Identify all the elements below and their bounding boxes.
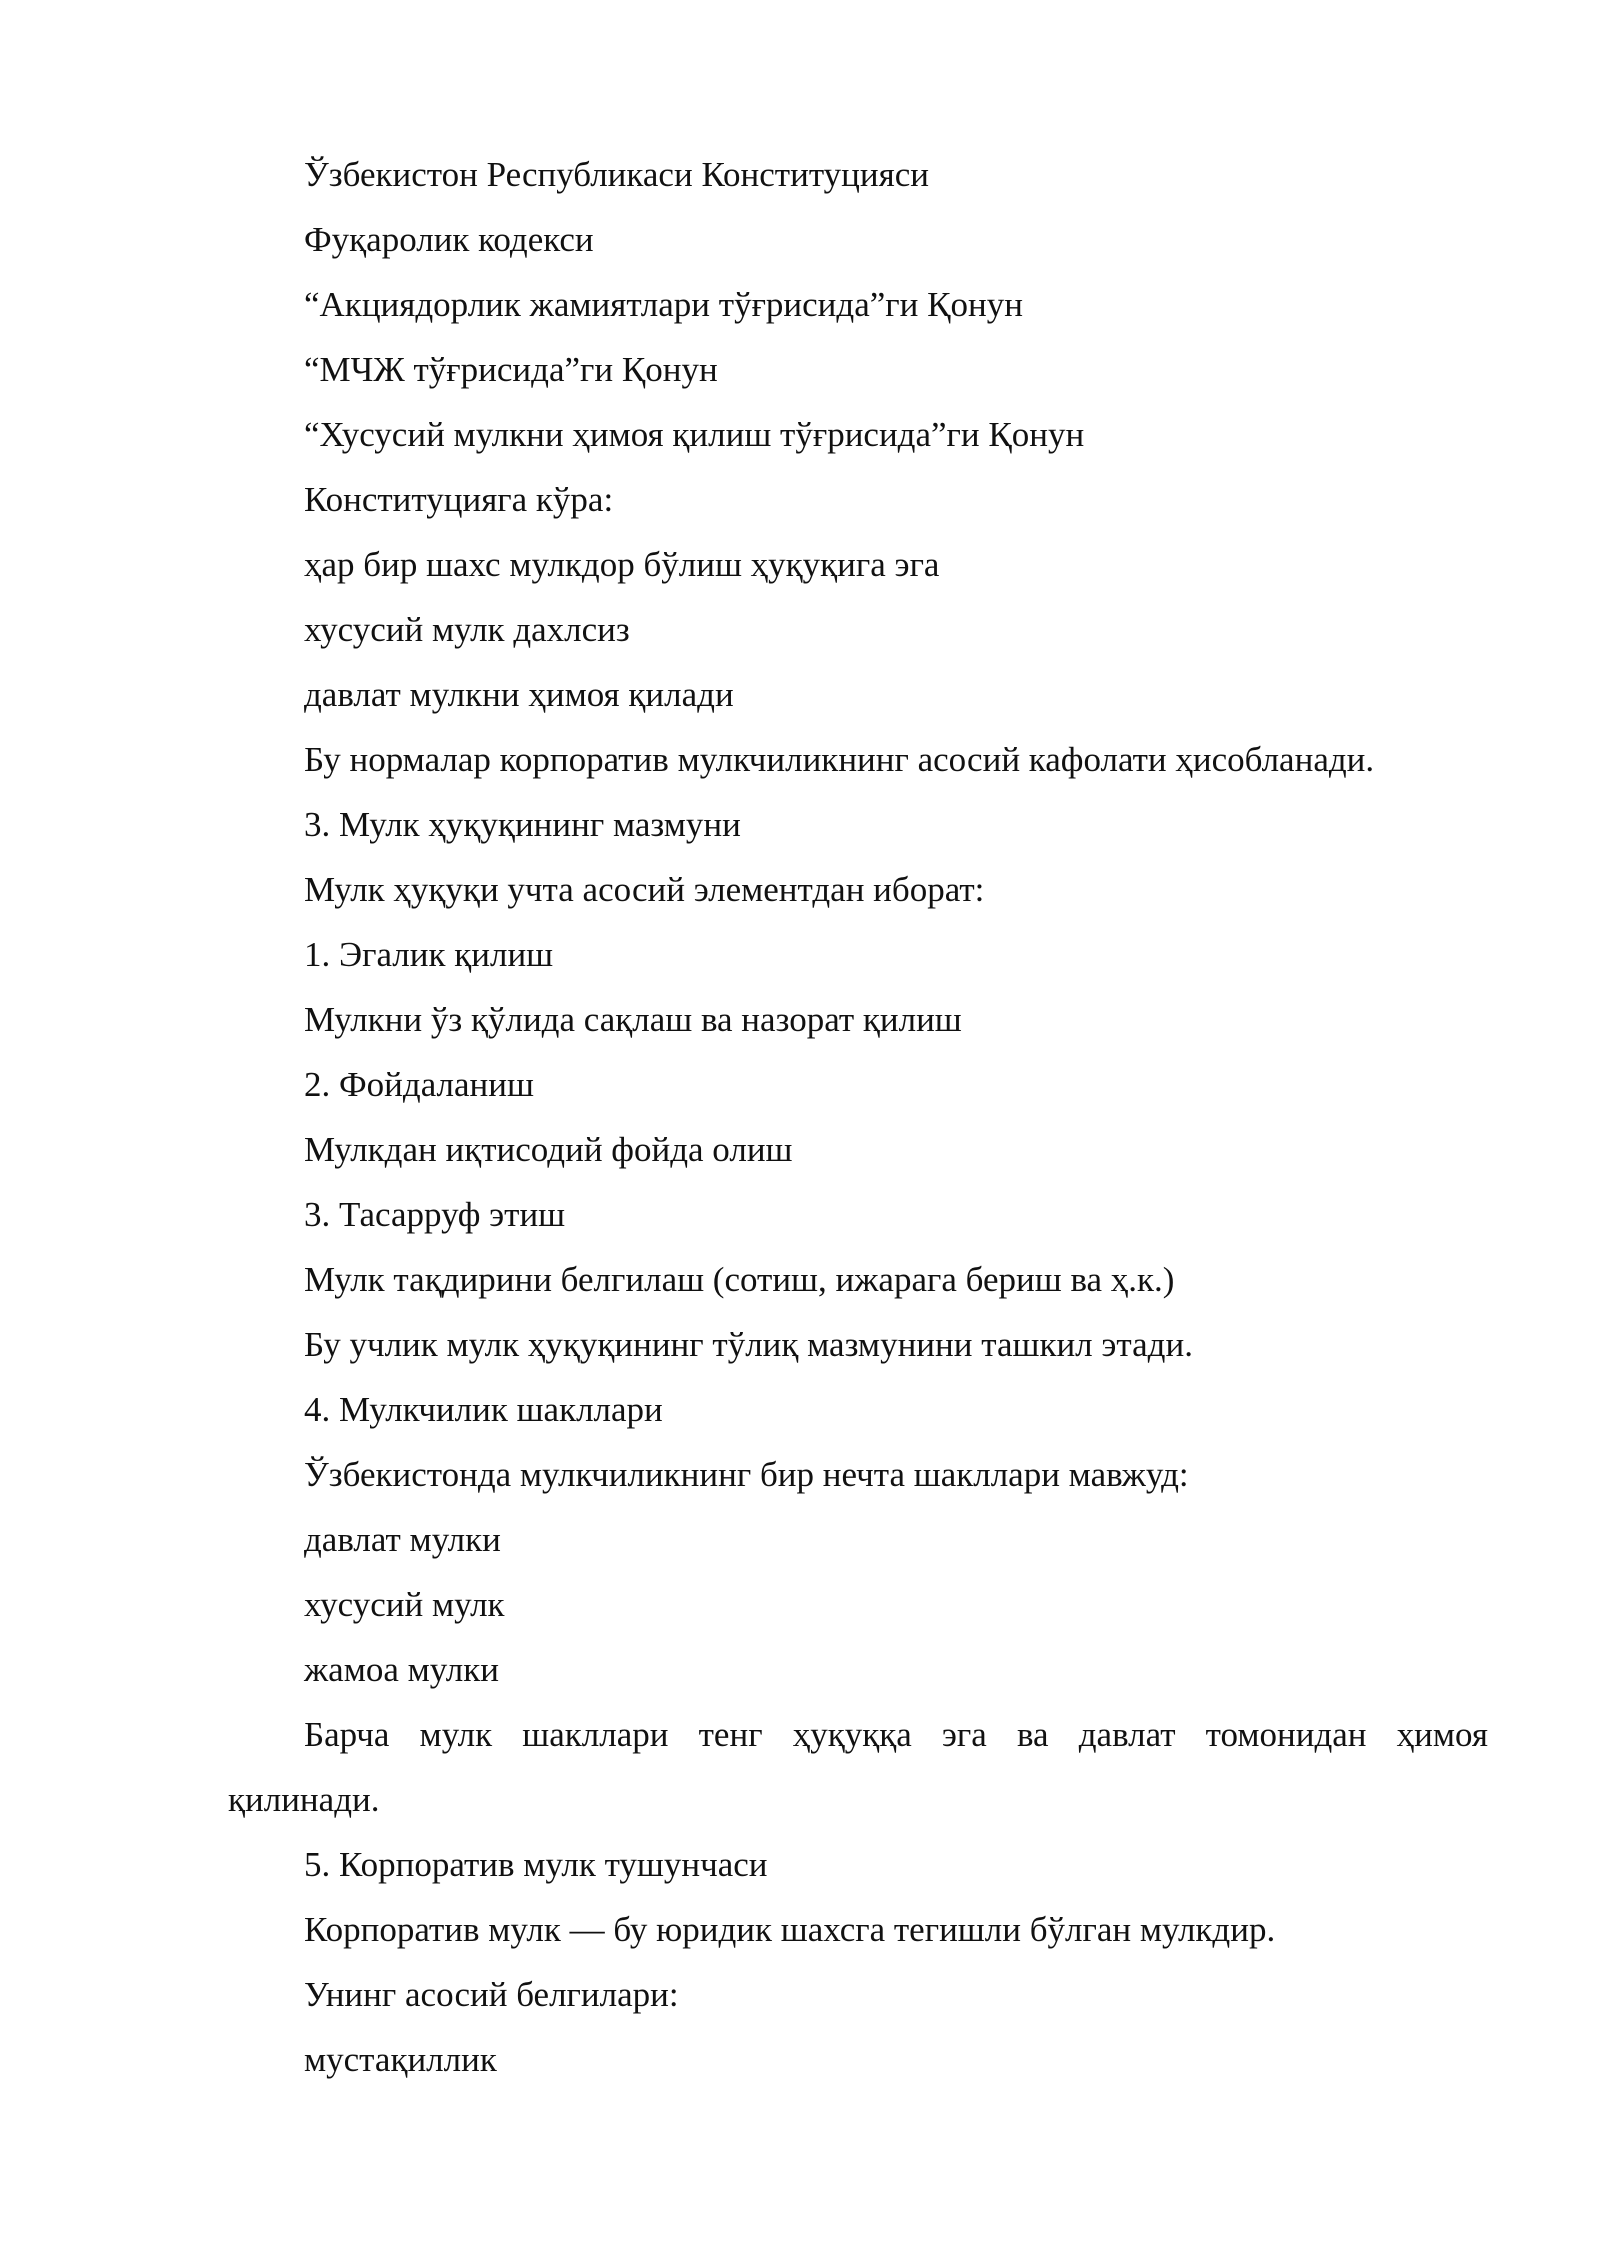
text-line: Ўзбекистон Республикаси Конституцияси	[304, 155, 929, 194]
text-line: давлат мулки	[304, 1520, 501, 1559]
text-line: Мулк тақдирини белгилаш (сотиш, ижарага бериш ва ҳ.к.)	[304, 1260, 1175, 1299]
section-heading: 3. Мулк ҳуқуқининг мазмуни	[304, 805, 741, 844]
text-line: Мулкни ўз қўлида сақлаш ва назорат қилиш	[304, 1000, 962, 1039]
section-heading: 5. Корпоратив мулк тушунчаси	[304, 1845, 768, 1884]
justified-paragraph-line: Барча мулк шакллари тенг ҳуқуққа эга ва давлат томонидан ҳимоя	[304, 1715, 1488, 1754]
text-line: “Хусусий мулкни ҳимоя қилиш тўғрисида”ги Қонун	[304, 415, 1085, 454]
paragraph-continuation: қилинади.	[228, 1780, 380, 1819]
text-line: 3. Тасарруф этиш	[304, 1195, 566, 1234]
text-line: давлат мулкни ҳимоя қилади	[304, 675, 734, 714]
text-line: хусусий мулк	[304, 1585, 505, 1624]
text-line: мустақиллик	[304, 2040, 497, 2079]
text-line: Ўзбекистонда мулкчиликнинг бир нечта шакллари мавжуд:	[304, 1455, 1189, 1494]
text-line: “МЧЖ тўғрисида”ги Қонун	[304, 350, 718, 389]
text-line: Корпоратив мулк — бу юридик шахсга тегишли бўлган мулкдир.	[304, 1910, 1276, 1949]
text-line: Бу учлик мулк ҳуқуқининг тўлиқ мазмунини ташкил этади.	[304, 1325, 1193, 1364]
text-line: 1. Эгалик қилиш	[304, 935, 554, 974]
text-line: жамоа мулки	[304, 1650, 499, 1689]
text-line: Фуқаролик кодекси	[304, 220, 594, 259]
text-line: Конституцияга кўра:	[304, 480, 614, 519]
text-line: “Акциядорлик жамиятлари тўғрисида”ги Қонун	[304, 285, 1023, 324]
text-line: Мулкдан иқтисодий фойда олиш	[304, 1130, 793, 1169]
text-line: хусусий мулк дахлсиз	[304, 610, 630, 649]
text-line: 2. Фойдаланиш	[304, 1065, 534, 1104]
section-heading: 4. Мулкчилик шакллари	[304, 1390, 663, 1429]
document-body	[228, 150, 1488, 2100]
text-line: Бу нормалар корпоратив мулкчиликнинг асосий кафолати ҳисобланади.	[304, 740, 1375, 779]
text-line: ҳар бир шахс мулкдор бўлиш ҳуқуқига эга	[304, 545, 940, 584]
text-line: Мулк ҳуқуқи учта асосий элементдан иборат:	[304, 870, 985, 909]
text-line: Унинг асосий белгилари:	[304, 1975, 679, 2014]
